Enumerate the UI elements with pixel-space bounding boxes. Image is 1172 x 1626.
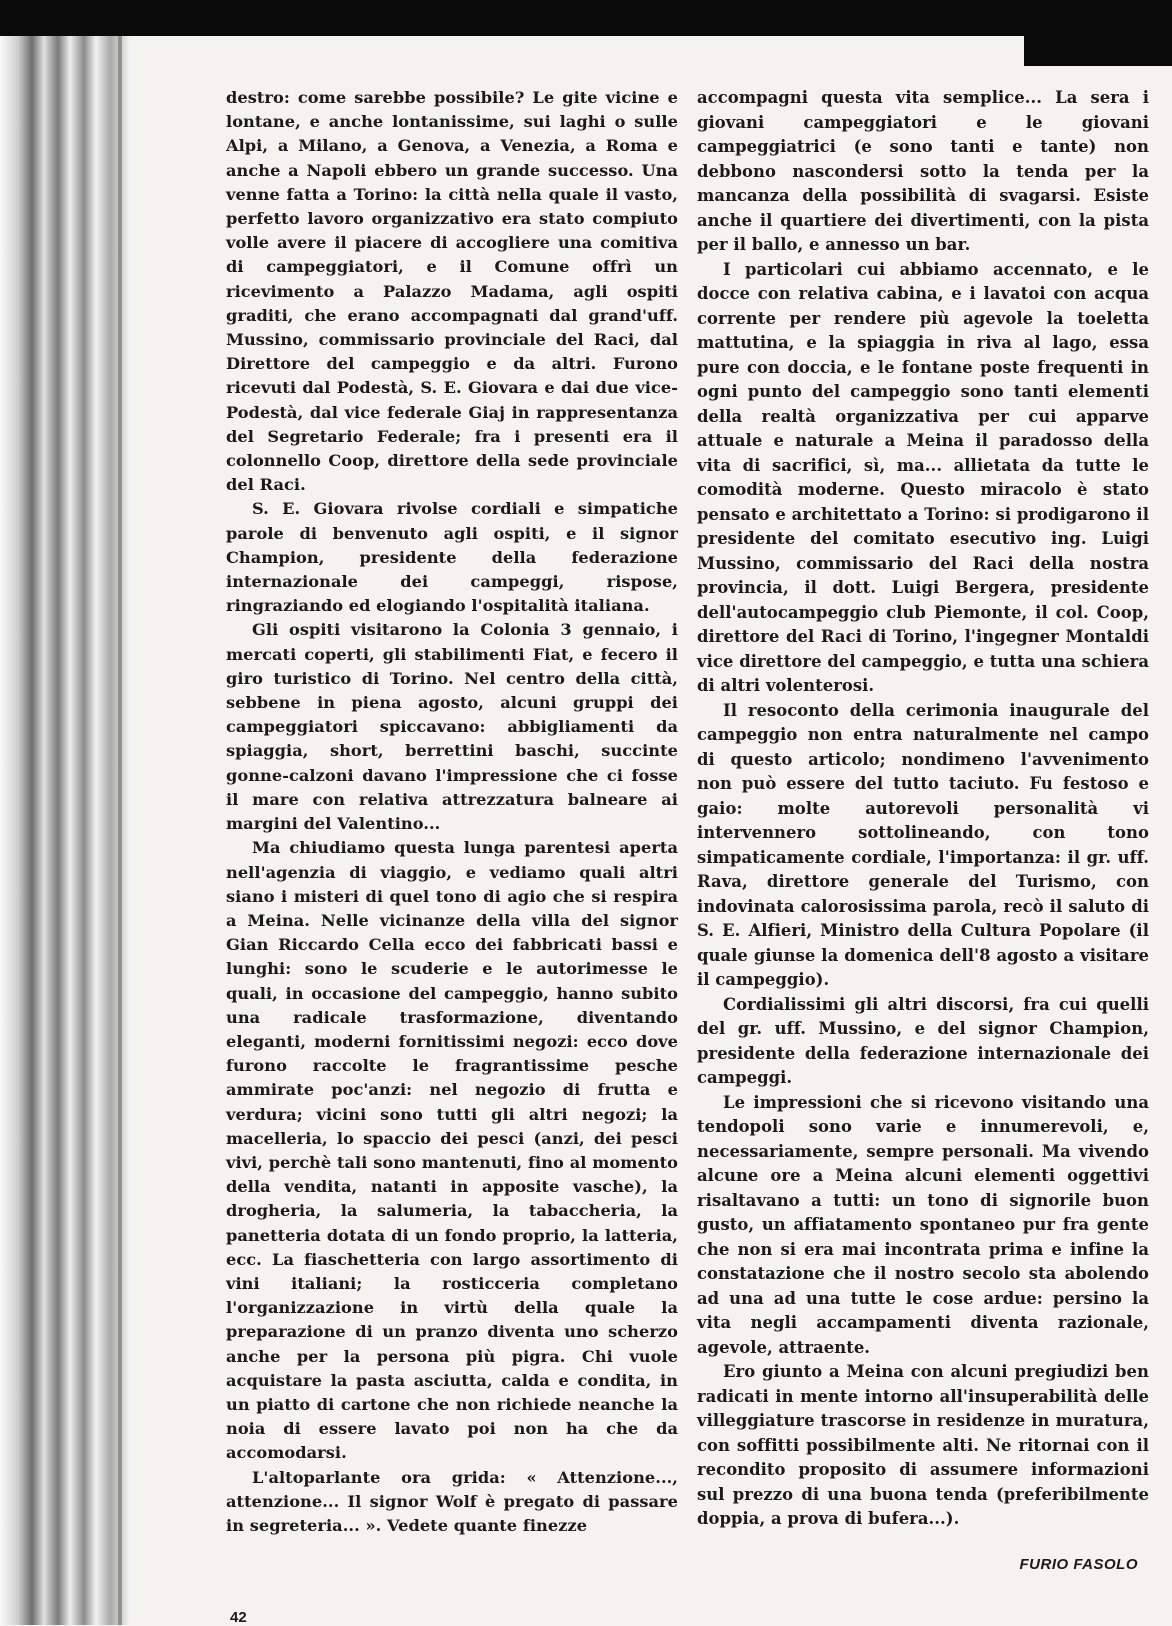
page-gutter-line xyxy=(118,36,122,1625)
right-text-column xyxy=(697,86,1149,1532)
scan-corner-shadow xyxy=(1024,0,1172,66)
scan-top-border xyxy=(0,0,1172,36)
paragraph: L'altoparlante ora grida: « Attenzione..., attenzione... Il signor Wolf è pregato di passare in segreteria... ». Vedete quante finezze xyxy=(226,1467,678,1535)
page-number: 42 xyxy=(230,1609,247,1626)
paragraph: Le impressioni che si ricevono visitando una tendopoli sono varie e innumerevoli, e, necessariamente, sempre personali. Ma vivendo alcune ore a Meina alcuni elementi oggettivi risaltavano a tutti: un tono di signorile buon gusto, un affiatamento spontaneo pur fra gente che non si era mai incontrata prima e infine la constatazione che il nostro secolo sta abolendo ad una ad una tutte le cose ardue: persino la vita negli accampamenti diventa razionale, agevole, attraente. xyxy=(697,1092,1149,1357)
paragraph: Cordialissimi gli altri discorsi, fra cui quelli del gr. uff. Mussino, e del signor Champion, presidente della federazione internazionale dei campeggi. xyxy=(697,994,1149,1087)
paragraph: Il resoconto della cerimonia inaugurale del campeggio non entra naturalmente nel campo di questo articolo; nondimeno l'avvenimento non può essere del tutto taciuto. Fu festoso e gaio: molte autorevoli personalità vi intervennero sottolineando, con tono simpaticamente cordiale, l'importanza: il gr. uff. Rava, direttore generale del Turismo, con indovinata calorosissima parola, recò il saluto di S. E. Alfieri, Ministro della Cultura Popolare (il quale giunse la domenica dell'8 agosto a visitare il campeggio). xyxy=(697,700,1149,989)
paragraph: accompagni questa vita semplice... La sera i giovani campeggiatori e le giovani campeggiatrici (e sono tanti e tante) non debbono nascondersi sotto la tenda per la mancanza della possibilità di svagarsi. Esiste anche il quartiere dei divertimenti, con la pista per il ballo, e annesso un bar. xyxy=(697,88,1149,254)
paragraph: destro: come sarebbe possibile? Le gite vicine e lontane, e anche lontanissime, sui laghi o sulle Alpi, a Milano, a Genova, a Venezia, a Roma e anche a Napoli ebbero un grande successo. Una venne fatta a Torino: la città nella quale il vasto, perfetto lavoro organizzativo era stato compiuto volle avere il piacere di accogliere una comitiva di campeggiatori, e il Comune offrì un ricevimento a Palazzo Madama, agli ospiti graditi, che erano accompagnati dal grand'uff. Mussino, commissario provinciale del Raci, dal Direttore del campeggio e da altri. Furono ricevuti dal Podestà, S. E. Giovara e dai due vice-Podestà, dal vice federale Giaj in rappresentanza del Segretario Federale; fra i presenti era il colonnello Coop, direttore della sede provinciale del Raci. xyxy=(226,88,678,495)
book-binding-edge xyxy=(0,36,150,1625)
paragraph: Ero giunto a Meina con alcuni pregiudizi ben radicati in mente intorno all'insuperabilità delle villeggiature trascorse in residenze in muratura, con soffitti possibilmente alti. Ne ritornai con il recondito proposito di assumere informazioni sul prezzo di una buona tenda (preferibilmente doppia, a prova di bufera...). xyxy=(697,1362,1149,1528)
paragraph: S. E. Giovara rivolse cordiali e simpatiche parole di benvenuto agli ospiti, e il signor Champion, presidente della federazione internazionale dei campeggi, rispose, ringraziando ed elogiando l'ospitalità italiana. xyxy=(226,499,678,616)
author-byline: FURIO FASOLO xyxy=(1019,1556,1138,1573)
paragraph: I particolari cui abbiamo accennato, e le docce con relativa cabina, e i lavatoi con acqua corrente per rendere più agevole la toeletta mattutina, e la spiaggia in riva al lago, essa pure con doccia, e le fontane poste frequenti in ogni punto del campeggio sono tanti elementi della realtà organizzativa per cui apparve attuale e naturale a Meina il paradosso della vita di sacrifici, sì, ma... allietata da tutte le comodità moderne. Questo miracolo è stato pensato e architettato a Torino: si prodigarono il presidente del comitato esecutivo ing. Luigi Mussino, commissario del Raci della nostra provincia, il dott. Luigi Bergera, presidente dell'autocampeggio club Piemonte, il col. Coop, direttore del Raci di Torino, l'ingegner Montaldi vice direttore del campeggio, e tutta una schiera di altri volenterosi. xyxy=(697,259,1149,695)
paragraph: Ma chiudiamo questa lunga parentesi aperta nell'agenzia di viaggio, e vediamo quali altri siano i misteri di quel tono di agio che si respira a Meina. Nelle vicinanze della villa del signor Gian Riccardo Cella ecco dei fabbricati bassi e lunghi: sono le scuderie e le autorimesse le quali, in occasione del campeggio, hanno subito una radicale trasformazione, diventando eleganti, moderni fornitissimi negozi: ecco dove furono raccolte le fragrantissime pesche ammirate poc'anzi: nel negozio di frutta e verdura; vicini sono tutti gli altri negozi; la macelleria, lo spaccio dei pesci (anzi, dei pesci vivi, perchè tali sono mantenuti, fino al momento della vendita, natanti in apposite vasche), la drogheria, la salumeria, la tabaccheria, la panetteria dotata di un fondo proprio, la latteria, ecc. La fiaschetteria con largo assortimento di vini italiani; la rosticceria completano l'organizzazione in virtù della quale la preparazione di un pranzo diventa uno scherzo anche per la persona più pigra. Chi vuole acquistare la pasta asciutta, calda e condita, in un piatto di cartone che non richiede neanche la noia di essere lavato poi non ha che da accomodarsi. xyxy=(226,838,678,1463)
paragraph: Gli ospiti visitarono la Colonia 3 gennaio, i mercati coperti, gli stabilimenti Fiat, e fecero il giro turistico di Torino. Nel centro della città, sebbene in piena agosto, alcuni gruppi dei campeggiatori spiccavano: abbigliamenti da spiaggia, short, berrettini baschi, succinte gonne-calzoni davano l'impressione che ci fosse il mare con relativa attrezzatura balneare ai margini del Valentino... xyxy=(226,620,678,834)
left-text-column xyxy=(226,86,678,1538)
